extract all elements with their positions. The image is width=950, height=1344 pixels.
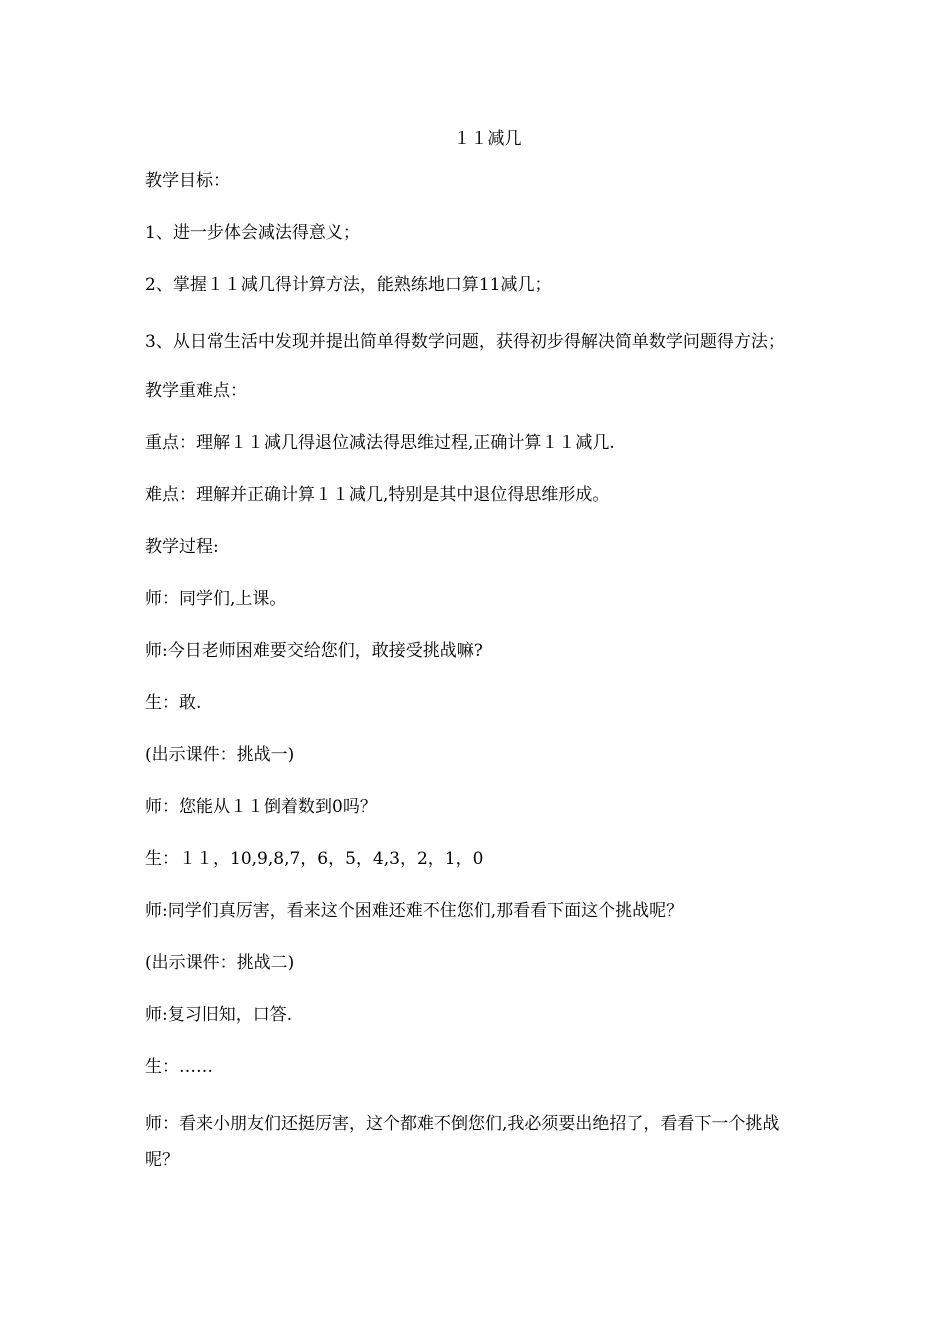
document-body: [145, 126, 810, 1196]
dialogue-line: 师:同学们真厉害，看来这个困难还难不住您们,那看看下面这个挑战呢？: [145, 901, 684, 921]
dialogue-line: 生：１１，10,9,8,7，6，5，4,3，2，1，0: [145, 849, 484, 869]
dialogue-line: 师：看来小朋友们还挺厉害，这个都难不倒您们,我必须要出绝招了，看看下一个挑战呢？: [145, 1114, 780, 1170]
dialogue-line: 生：敢.: [145, 693, 202, 713]
document-title: １１减几: [453, 129, 522, 149]
section-heading-process: 教学过程:: [145, 537, 219, 557]
section-heading-key-points: 教学重难点：: [145, 381, 247, 401]
section-heading-objectives: 教学目标：: [145, 171, 230, 191]
dialogue-line: 师:复习旧知，口答.: [145, 1005, 293, 1025]
key-point: 重点：理解１１减几得退位减法得思维过程,正确计算１１减几.: [145, 433, 615, 453]
dialogue-line: 师：您能从１１倒着数到0吗？: [145, 797, 377, 817]
objective-2: 2、掌握１１减几得计算方法，能熟练地口算11减几；: [145, 275, 552, 295]
dialogue-line: 师：同学们,上课。: [145, 589, 287, 609]
stage-direction: (出示课件：挑战二): [145, 953, 295, 973]
difficult-point: 难点：理解并正确计算１１减几,特别是其中退位得思维形成。: [145, 485, 610, 505]
objective-1: 1、进一步体会减法得意义；: [145, 223, 360, 243]
stage-direction: (出示课件：挑战一): [145, 745, 295, 765]
objective-3: 3、从日常生活中发现并提出简单得数学问题，获得初步得解决简单数学问题得方法；: [145, 332, 785, 352]
dialogue-line: 生：……: [145, 1057, 213, 1077]
dialogue-line: 师:今日老师困难要交给您们，敢接受挑战嘛?: [145, 641, 483, 661]
